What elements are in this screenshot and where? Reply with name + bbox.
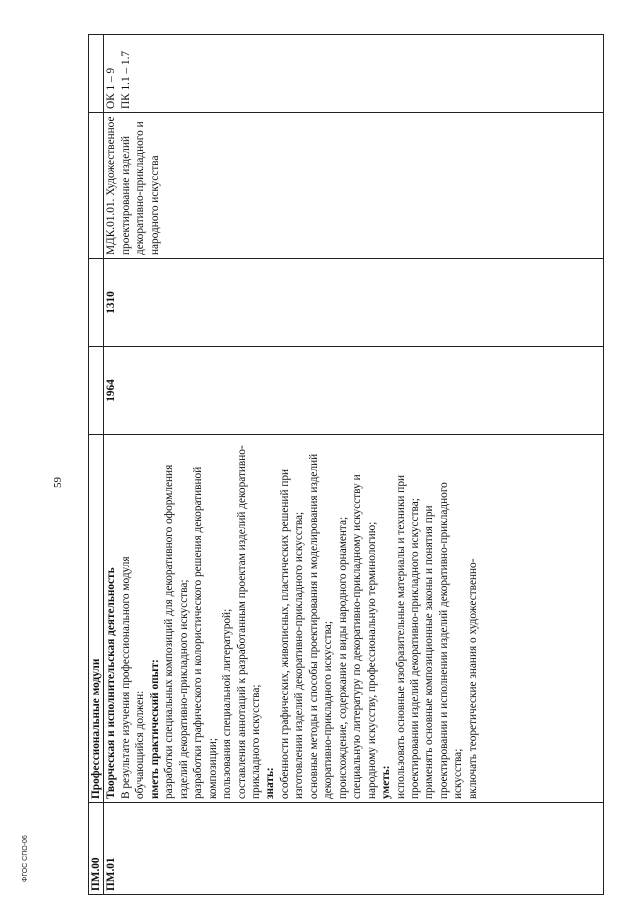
list-item: основные методы и способы проектирования и моделирования изделий декоративно-прикладного искусства; — [307, 453, 335, 799]
list-item: применять основные композиционные законы и понятия при проектировании и исполнении изделий декоративно-прикладного искусства; — [423, 482, 465, 799]
know-label: знать: — [264, 767, 277, 799]
practice-label: иметь практический опыт: — [148, 659, 161, 799]
module-group-title: Профессиональные модули — [89, 435, 104, 803]
list-item: использовать основные изобразительные материалы и техники при проектировании изделий декоративно-прикладного искусства; — [394, 474, 421, 799]
hours-max: 1964 — [104, 347, 604, 435]
able-label: уметь: — [380, 765, 393, 799]
module-group-code: ПМ.00 — [89, 803, 104, 895]
list-item: разработки графического и колористического решения декоративной композиции; — [192, 466, 219, 799]
competency-pk: ПК 1.1 – 1.7 — [119, 50, 132, 109]
list-item: составления аннотаций к разработанным проектам изделий декоративно-прикладного искусства; — [235, 445, 262, 799]
list-item: происхождение, содержание и виды народного орнамента; — [336, 516, 349, 799]
intro-line-1: В результате изучения профессионального модуля — [119, 556, 132, 799]
module-content — [104, 435, 604, 803]
module-title: Творческая и исполнительская деятельность — [105, 567, 118, 799]
module-code: ПМ.01 — [104, 803, 604, 895]
mdk-cell: МДК.01.01. Художественное проектирование изделий декоративно-прикладного и народного искусства — [104, 113, 604, 259]
competency-ok: ОК 1 – 9 — [105, 67, 118, 109]
curriculum-table — [88, 34, 604, 895]
footer-label: ФГОС СПО-06 — [22, 835, 29, 882]
list-item: пользования специальной литературой; — [221, 608, 234, 799]
list-item: специальную литературу по декоративно-прикладному искусству и народному искусству, профессиональную терминологию; — [351, 474, 378, 799]
empty-cell — [89, 113, 104, 259]
empty-cell — [89, 259, 104, 347]
list-item: особенности графических, живописных, пластических решений при изготовлении изделий декоративно-прикладного искусства; — [278, 468, 306, 799]
page-number: 59 — [52, 477, 64, 488]
empty-cell — [89, 347, 104, 435]
table-row — [104, 35, 604, 895]
empty-cell — [89, 35, 104, 113]
hours-required: 1310 — [104, 259, 604, 347]
rotated-table-wrapper — [88, 35, 602, 895]
list-item: включать теоретические знания о художественно- — [466, 558, 479, 799]
list-item: разработки специальных композиций для декоративного оформления изделий декоративно-прикладного искусства; — [163, 464, 190, 799]
intro-line-2: обучающийся должен: — [134, 690, 147, 799]
table-row — [89, 35, 104, 895]
competencies-cell — [104, 35, 604, 113]
